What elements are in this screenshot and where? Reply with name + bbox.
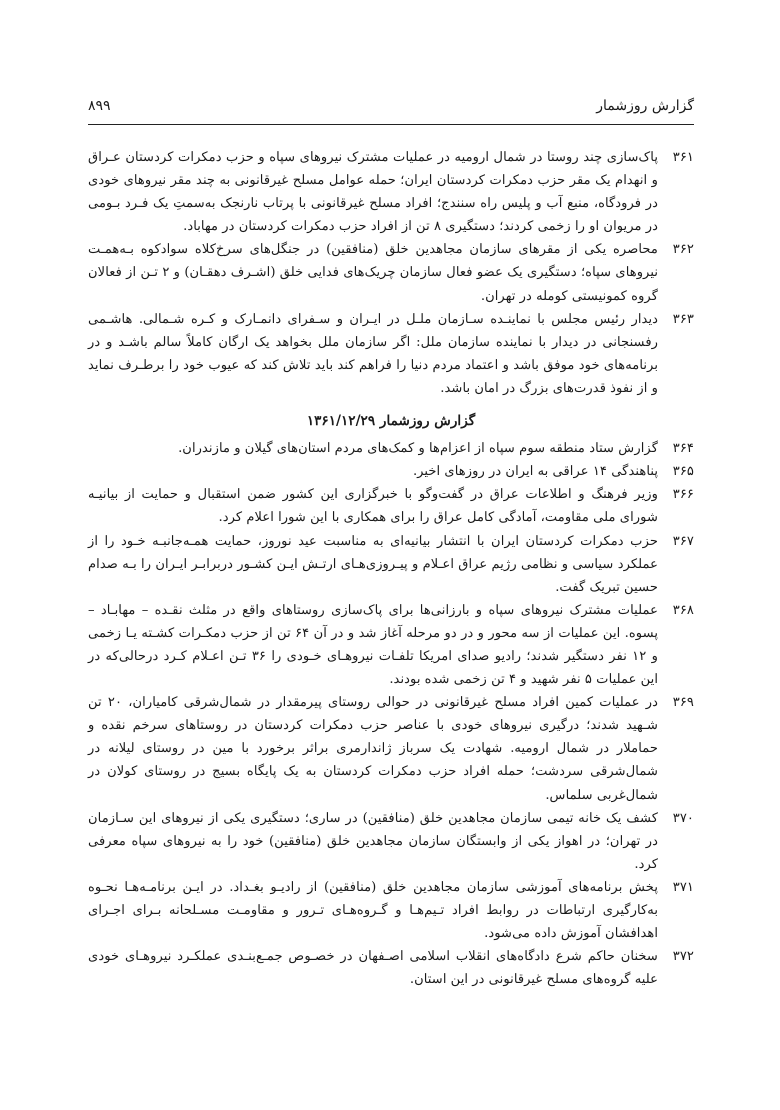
entry-text: پاک‌سازی چند روستا در شمال ارومیه در عملیات مشترک نیروهای سپاه و حزب دمکرات کردستان عـراق و انهدام یک مقر حزب دمکرات کردستان ایران؛ حمله عوامل مسلح غیرقانونی به چند مقر نیروهای خودی در فرودگاه، منبع آب و پلیس راه سنندج؛ افراد مسلح غیرقانونی با پرتاب نارنجک به‌سمتِ یک فـرد بـومی در مریوان او را زخمی کردند؛ دستگیری ۸ تن از افراد حزب دمکرات کردستان در مهاباد. <box>88 150 658 235</box>
page-body <box>88 146 694 991</box>
entry-number: ۳۶۴ <box>672 441 694 457</box>
entry-number: ۳۶۸ <box>672 602 694 618</box>
entry-365 <box>88 460 694 483</box>
entry-363 <box>88 308 694 400</box>
entry-number: ۳۶۲ <box>672 242 694 258</box>
page-header <box>88 94 694 118</box>
entry-number: ۳۷۰ <box>672 810 694 826</box>
entry-number: ۳۶۳ <box>672 311 694 327</box>
entry-371 <box>88 876 694 945</box>
entry-text: کشف یک خانه تیمی سازمان مجاهدین خلق (منافقین) در ساری؛ دستگیری یکی از نیروهای این سـازمان در تهران؛ در اهواز یکی از وابستگان سازمان مجاهدین خلق (منافقین) خود را به نیروهای سپاه معرفی کرد. <box>88 810 658 872</box>
header-divider <box>88 124 694 125</box>
entry-text: پخش برنامه‌های آموزشی سازمان مجاهدین خلق (منافقین) از رادیـو بغـداد. در ایـن برنامـه‌هـا نحـوه به‌کارگیری ارتباطات در روابط افراد تـیم‌هـا و گـروه‌هـای تـرور و مقاومـت مسـلحانه بـرای اجـرای اهدافشان آموزش داده می‌شود. <box>88 879 658 942</box>
entry-text: سخنان حاکم شرع دادگاه‌های انقلاب اسلامی اصـفهان در خصـوص جمـع‌بنـدی عملکـرد نیروهـای خودی علیه گروه‌های مسلح غیرقانونی در این استان. <box>88 949 658 988</box>
entry-362 <box>88 238 694 307</box>
page-number: ۸۹۹ <box>88 98 111 114</box>
entry-text: محاصره یکی از مقرهای سازمان مجاهدین خلق (منافقین) در جنگل‌های سرخ‌کلاه سوادکوه بـه‌همـت نیروهای سپاه؛ دستگیری یک عضو فعال سازمان چریک‌های فدایی خلق (اشـرف دهقـان) و ۲ تـن از فعالان گروه کمونیستی کومله در تهران. <box>88 242 658 304</box>
date-heading: گزارش روزشمار ۱۳۶۱/۱۲/۲۹ <box>306 413 476 430</box>
entry-370 <box>88 807 694 876</box>
entry-text: در عملیات کمین افراد مسلح غیرقانونی در حوالی روستای پیرمقدار در شمال‌شرقی کامیاران، ۲۰ تن شـهید شدند؛ درگیری نیروهای خودی با عناصر حزب دمکرات کردستان در روستاهای سرخم نقده و حماملار در شمال ارومیه. شهادت یک سرباز ژاندارمری براثر برخورد با مین در روستای لیلانه در شمال‌شرقی سردشت؛ حمله افراد حزب دمکرات کردستان به یک پایگاه بسیج در روستای کولان در شمال‌غربی سلماس. <box>88 695 658 803</box>
entry-number: ۳۶۹ <box>672 695 694 711</box>
entry-368 <box>88 599 694 691</box>
entry-text: عملیات مشترک نیروهای سپاه و بارزانی‌ها برای پاک‌سازی روستاهای واقع در مثلث نقـده – مهابـاد – پسوه. این عملیات از سه محور و در دو مرحله آغاز شد و در آن ۶۴ تن از حزب دمکـرات کشـته یـا زخمی و ۱۲ نفر دستگیر شدند؛ رادیو صدای امریکا تلفـات نیروهـای خـودی را ۳۶ تـن اعـلام کـرد درحالی‌که در این عملیات ۵ نفر شهید و ۴ تن زخمی شده بودند. <box>88 602 659 688</box>
entry-361 <box>88 146 694 238</box>
entry-number: ۳۶۱ <box>672 150 694 165</box>
entry-367 <box>88 530 694 599</box>
entry-369 <box>88 691 694 806</box>
entry-text: گزارش ستاد منطقه سوم سپاه از اعزام‌ها و کمک‌های مردم استان‌های گیلان و مازندران. <box>178 441 658 457</box>
running-title: گزارش روزشمار <box>596 98 694 114</box>
entry-number: ۳۶۵ <box>672 464 694 480</box>
entry-number: ۳۷۲ <box>672 949 694 965</box>
entry-text: پناهندگی ۱۴ عراقی به ایران در روزهای اخیر. <box>412 464 658 480</box>
entry-text: وزیر فرهنگ و اطلاعات عراق در گفت‌وگو با خبرگزاری این کشور ضمن استقبال و حمایت از بیانیـه شورای ملی مقاومت، آمادگی کامل عراق را برای همکاری با این شورا اعلام کرد. <box>88 487 658 526</box>
entry-366 <box>88 483 694 529</box>
entry-number: ۳۶۶ <box>672 487 694 503</box>
entry-364 <box>88 437 694 460</box>
entry-text: حزب دمکرات کردستان ایران با انتشار بیانیه‌ای به مناسبت عید نوروز، حمایت همـه‌جانبـه خـود را از عملکرد سیاسی و نظامی رژیم عراق اعـلام و پیـروزی‌هـای ارتـش ایـن کشـور دربرابـر ایـران را بـه صدام حسین تبریک گفت. <box>88 533 658 595</box>
entry-text: دیدار رئیس مجلس با نماینـده سـازمان ملـل در ایـران و سـفرای دانمـارک و کـره شـمالی. هاشـمی رفسنجانی در دیدار با نماینده سازمان ملل: اگر سازمان ملل بخواهد یک ارگان کاملاً سالم باشـد و در برنامه‌های خود موفق باشد و اعتماد مردم دنیا را فراهم کند باید تلاش کند که عیوب خود را برطـرف نماید و از نفوذ قدرت‌های بزرگ در امان باشد. <box>88 311 658 396</box>
entry-number: ۳۷۱ <box>672 879 694 895</box>
entry-372 <box>88 945 694 991</box>
entry-number: ۳۶۷ <box>672 533 694 549</box>
